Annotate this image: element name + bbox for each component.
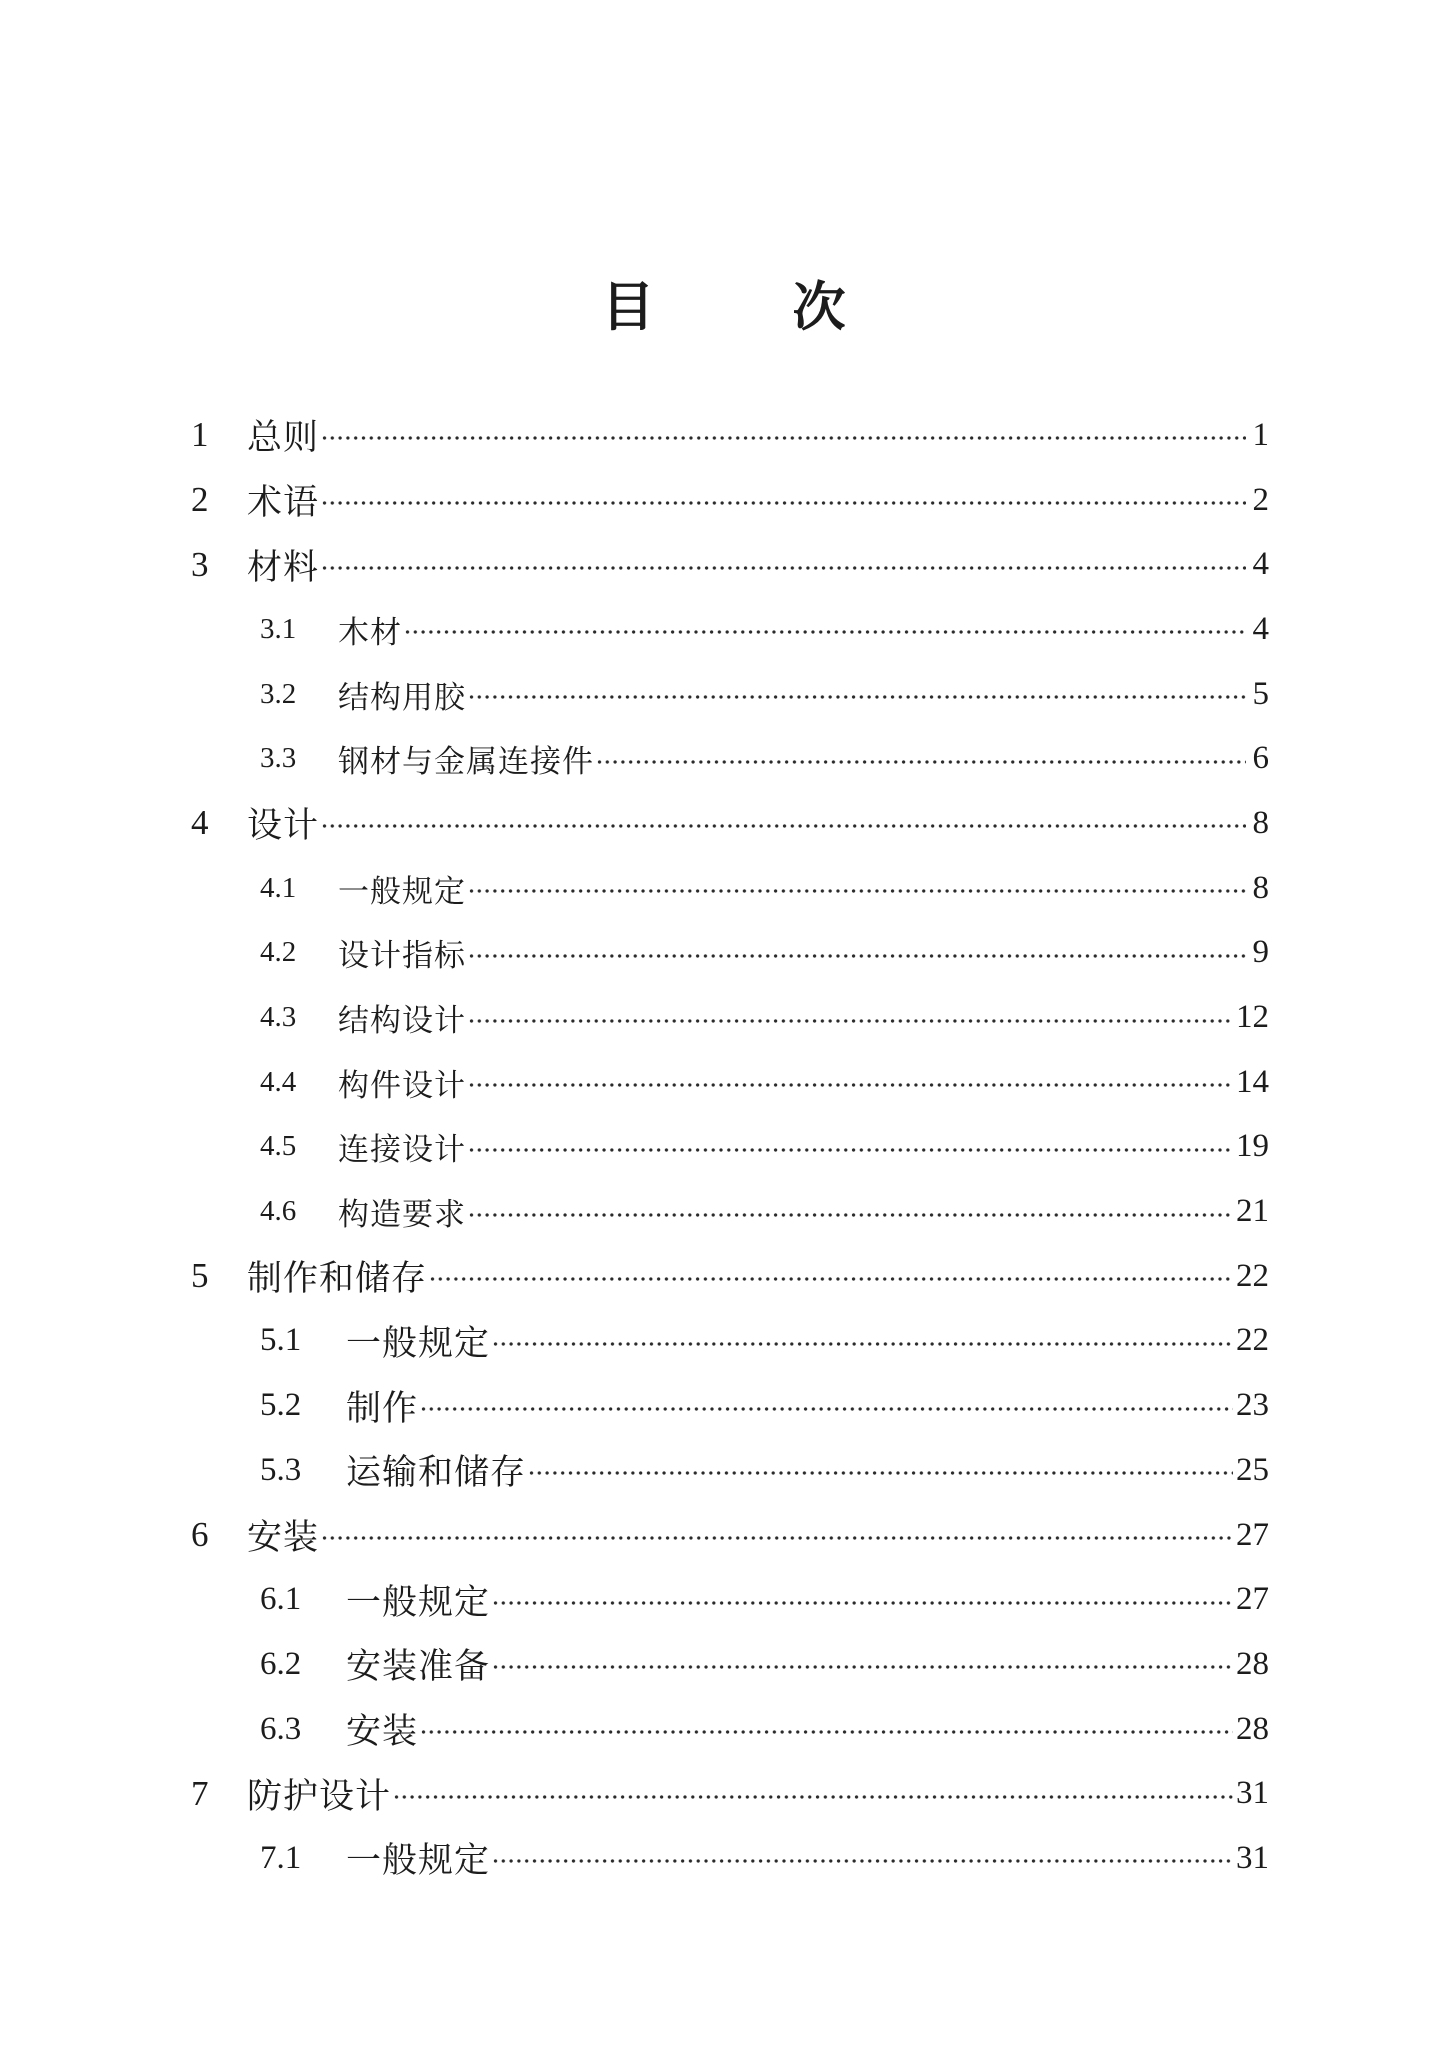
toc-entry-title: 结构设计 [338, 1003, 466, 1039]
toc-entry-page: 2 [1252, 481, 1269, 518]
toc-entry-number: 6.2 [260, 1645, 302, 1682]
toc-entry-page: 27 [1236, 1581, 1269, 1618]
toc-entry-page: 5 [1252, 675, 1269, 712]
toc-leader-dots [469, 1147, 1233, 1153]
toc-entry-page: 25 [1236, 1451, 1269, 1488]
toc-entry-number: 3 [191, 544, 209, 584]
toc-entry-page: 23 [1236, 1387, 1269, 1424]
toc-entry-page: 27 [1236, 1516, 1269, 1553]
toc-entry-page: 19 [1236, 1128, 1269, 1165]
toc-entry-title: 安装 [346, 1712, 419, 1752]
toc-entry-section [0, 1438, 1447, 1503]
toc-leader-dots [405, 629, 1246, 635]
toc-entry-chapter [0, 403, 1447, 468]
toc-entry-section [0, 1050, 1447, 1115]
toc-entry-number: 4.2 [260, 936, 297, 969]
table-of-contents [0, 403, 1447, 1891]
toc-leader-dots [322, 500, 1246, 506]
toc-entry-number: 3.3 [260, 742, 297, 775]
toc-entry-page: 22 [1236, 1322, 1269, 1359]
toc-entry-number: 4.4 [260, 1065, 297, 1098]
toc-entry-number: 4.3 [260, 1001, 297, 1034]
toc-entry-title: 一般规定 [346, 1841, 491, 1881]
toc-entry-chapter [0, 1503, 1447, 1568]
toc-leader-dots [469, 1018, 1233, 1024]
toc-entry-title: 一般规定 [346, 1582, 491, 1622]
toc-entry-page: 28 [1236, 1710, 1269, 1747]
toc-entry-number: 5.1 [260, 1322, 302, 1359]
toc-entry-page: 6 [1252, 740, 1269, 777]
toc-entry-title: 一般规定 [346, 1323, 491, 1363]
toc-entry-number: 6 [191, 1515, 209, 1555]
toc-leader-dots [469, 1212, 1233, 1218]
toc-entry-number: 5.2 [260, 1387, 302, 1424]
toc-entry-title: 木材 [338, 614, 402, 650]
toc-entry-chapter [0, 1244, 1447, 1309]
toc-entry-number: 7 [191, 1773, 209, 1813]
toc-entry-section [0, 1115, 1447, 1180]
toc-entry-number: 3.2 [260, 677, 297, 710]
toc-leader-dots [493, 1664, 1233, 1670]
toc-entry-title: 防护设计 [247, 1776, 392, 1816]
toc-entry-number: 4.1 [260, 871, 297, 904]
toc-entry-section [0, 856, 1447, 921]
toc-entry-title: 材料 [247, 547, 320, 587]
toc-leader-dots [493, 1600, 1233, 1606]
toc-leader-dots [421, 1729, 1233, 1735]
toc-entry-section [0, 726, 1447, 791]
toc-entry-page: 8 [1252, 804, 1269, 841]
toc-entry-title: 钢材与金属连接件 [338, 744, 594, 780]
toc-entry-number: 6.1 [260, 1581, 302, 1618]
toc-entry-title: 总则 [247, 418, 320, 458]
toc-entry-title: 构造要求 [338, 1197, 466, 1233]
toc-entry-section [0, 1697, 1447, 1762]
toc-leader-dots [322, 823, 1246, 829]
toc-entry-title: 安装 [247, 1518, 320, 1558]
toc-entry-title: 构件设计 [338, 1067, 466, 1103]
toc-leader-dots [430, 1276, 1233, 1282]
toc-leader-dots [421, 1406, 1233, 1412]
toc-entry-section [0, 597, 1447, 662]
toc-entry-title: 制作和储存 [247, 1259, 428, 1299]
toc-entry-page: 12 [1236, 999, 1269, 1036]
page-title-container [0, 272, 1447, 342]
toc-entry-title: 结构用胶 [338, 679, 466, 715]
toc-entry-page: 1 [1252, 416, 1269, 453]
toc-entry-number: 5 [191, 1256, 209, 1296]
toc-entry-number: 7.1 [260, 1839, 302, 1876]
toc-leader-dots [322, 565, 1246, 571]
toc-entry-number: 4.5 [260, 1130, 297, 1163]
toc-entry-chapter [0, 532, 1447, 597]
toc-entry-page: 31 [1236, 1775, 1269, 1812]
toc-entry-number: 4 [191, 803, 209, 843]
toc-entry-number: 6.3 [260, 1710, 302, 1747]
toc-entry-title: 运输和储存 [346, 1453, 527, 1493]
toc-entry-number: 5.3 [260, 1451, 302, 1488]
toc-leader-dots [469, 694, 1246, 700]
page-title: 目次 [601, 276, 984, 338]
toc-leader-dots [469, 953, 1246, 959]
toc-entry-section [0, 921, 1447, 986]
toc-entry-title: 设计 [247, 806, 320, 846]
toc-entry-page: 22 [1236, 1257, 1269, 1294]
toc-entry-section [0, 1373, 1447, 1438]
toc-entry-page: 21 [1236, 1193, 1269, 1230]
toc-leader-dots [394, 1794, 1233, 1800]
toc-entry-page: 9 [1252, 934, 1269, 971]
toc-entry-chapter [0, 468, 1447, 533]
toc-entry-number: 4.6 [260, 1195, 297, 1228]
toc-entry-section [0, 1826, 1447, 1891]
toc-entry-section [0, 1567, 1447, 1632]
toc-entry-section [0, 1632, 1447, 1697]
toc-entry-title: 一般规定 [338, 873, 466, 909]
toc-entry-title: 连接设计 [338, 1132, 466, 1168]
toc-leader-dots [529, 1470, 1233, 1476]
toc-entry-page: 28 [1236, 1645, 1269, 1682]
toc-leader-dots [469, 888, 1246, 894]
toc-entry-section [0, 1179, 1447, 1244]
toc-entry-number: 2 [191, 480, 209, 520]
toc-leader-dots [493, 1341, 1233, 1347]
toc-leader-dots [493, 1858, 1233, 1864]
toc-entry-title: 安装准备 [346, 1647, 491, 1687]
toc-entry-number: 3.1 [260, 612, 297, 645]
toc-entry-page: 4 [1252, 610, 1269, 647]
toc-entry-page: 4 [1252, 546, 1269, 583]
toc-leader-dots [597, 759, 1246, 765]
toc-entry-number: 1 [191, 415, 209, 455]
toc-entry-chapter [0, 791, 1447, 856]
toc-entry-title: 设计指标 [338, 938, 466, 974]
toc-leader-dots [322, 1535, 1233, 1541]
toc-leader-dots [469, 1082, 1233, 1088]
toc-entry-section [0, 985, 1447, 1050]
toc-entry-page: 8 [1252, 869, 1269, 906]
toc-entry-page: 14 [1236, 1063, 1269, 1100]
toc-entry-chapter [0, 1761, 1447, 1826]
toc-entry-section [0, 662, 1447, 727]
toc-entry-title: 制作 [346, 1388, 419, 1428]
toc-entry-title: 术语 [247, 483, 320, 523]
toc-entry-section [0, 1309, 1447, 1374]
toc-entry-page: 31 [1236, 1839, 1269, 1876]
toc-leader-dots [322, 435, 1246, 441]
